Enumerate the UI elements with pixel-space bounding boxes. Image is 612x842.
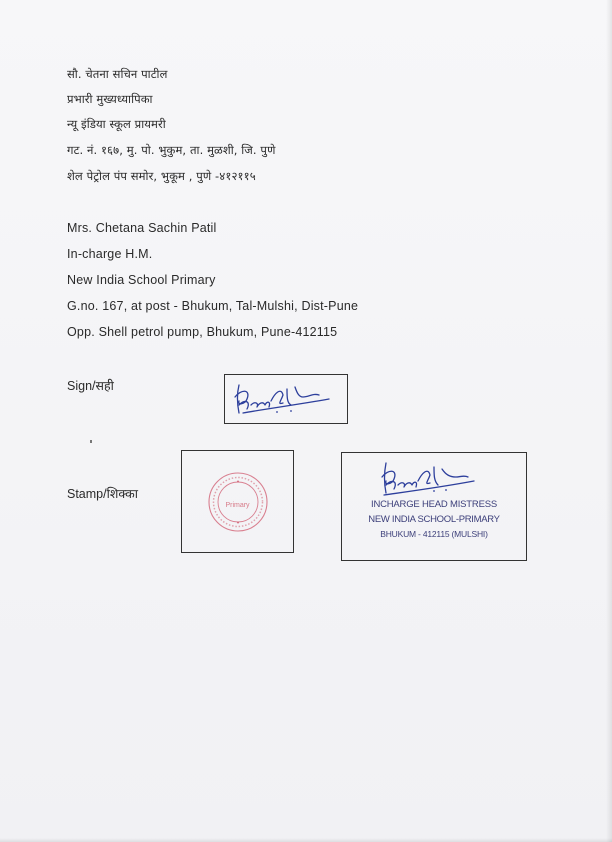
- english-school-name: New India School Primary: [67, 273, 216, 287]
- page-edge-shadow: [606, 0, 612, 842]
- english-landmark-line: Opp. Shell petrol pump, Bhukum, Pune-412115: [67, 325, 338, 339]
- sign-label: Sign/सही: [67, 379, 114, 393]
- headmistress-signature-mark: [342, 453, 526, 501]
- stamp-label: Stamp/शिक्का: [67, 487, 138, 501]
- headmistress-stamp-box: [341, 452, 527, 561]
- english-name: Mrs. Chetana Sachin Patil: [67, 221, 217, 235]
- english-designation: In-charge H.M.: [67, 247, 153, 261]
- stamp-location: BHUKUM - 412115 (MULSHI): [380, 529, 488, 539]
- round-stamp-text: Primary: [225, 502, 250, 509]
- english-address-line: G.no. 167, at post - Bhukum, Tal-Mulshi, Dist-Pune: [67, 299, 359, 313]
- marathi-designation: प्रभारी मुख्यध्यापिका: [67, 92, 153, 106]
- marathi-address-line: गट. नं. १६७, मु. पो. भुकुम, ता. मुळशी, जि. पुणे: [67, 143, 276, 157]
- page-bottom-shadow: [0, 838, 612, 842]
- marathi-landmark-line: शेल पेट्रोल पंप समोर, भुकूम , पुणे -४१२११५: [67, 169, 256, 183]
- marathi-name: सौ. चेतना सचिन पाटील: [67, 67, 168, 81]
- stamp-designation: INCHARGE HEAD MISTRESS: [371, 499, 497, 510]
- stamp-school-name: NEW INDIA SCHOOL-PRIMARY: [368, 514, 500, 525]
- signature-mark: [225, 375, 347, 423]
- marathi-school-name: न्यू इंडिया स्कूल प्रायमरी: [67, 117, 166, 131]
- signature-box: [224, 374, 348, 424]
- round-stamp-box: [181, 450, 294, 553]
- stray-ink-mark: [90, 440, 92, 443]
